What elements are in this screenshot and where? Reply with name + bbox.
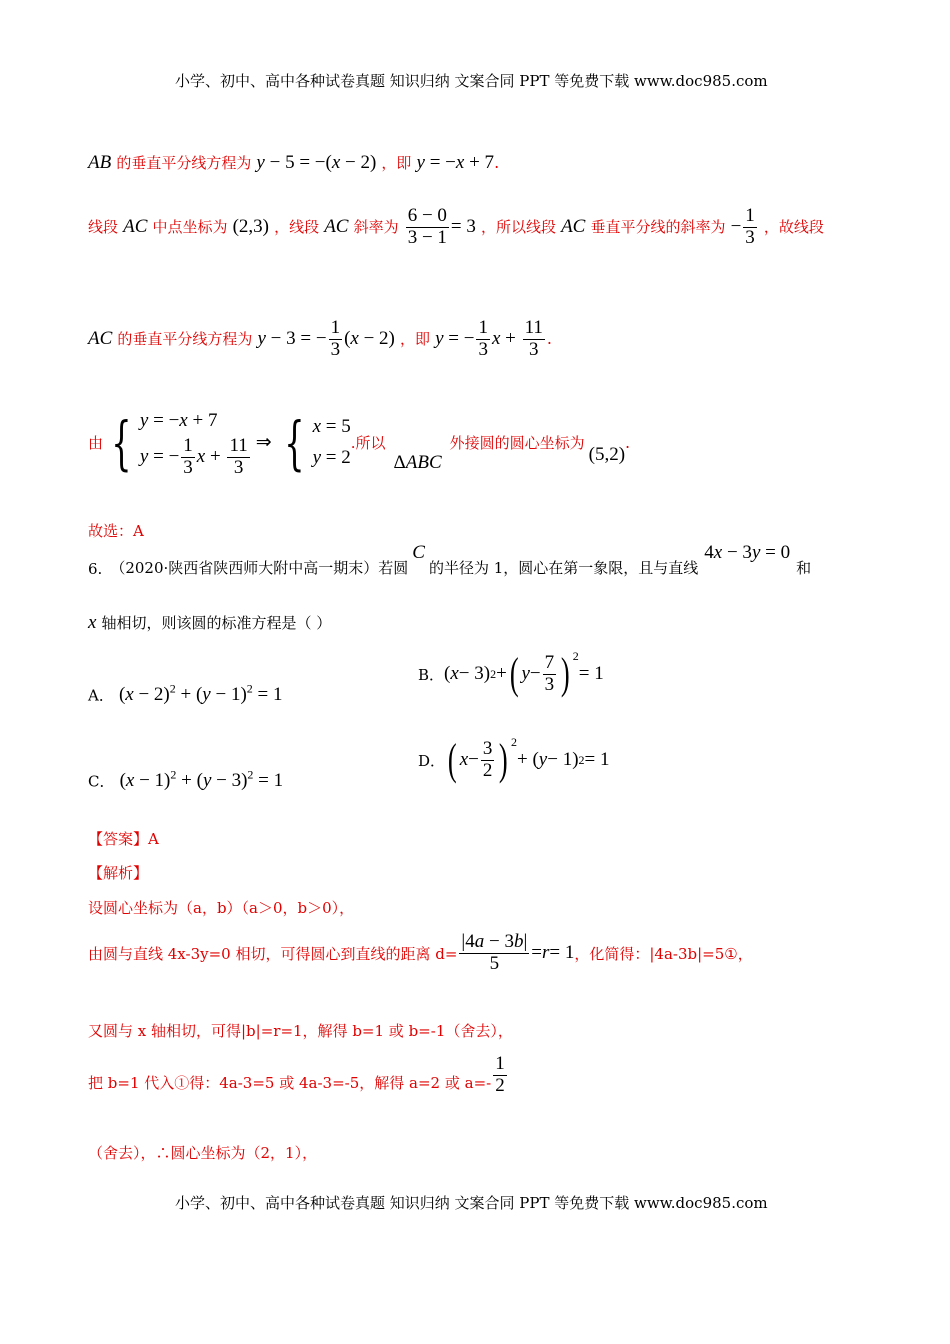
solution-line-4: 由 { y = −x + 7 y = − $\frac{1}{3}$ x + $\frac{11}{3}$ ⇒ { x = 5 y = 2 .所以 ΔABC 外接圆的圆心坐标为 (5,2) .: [88, 406, 630, 479]
math-half: $\frac{1}{2}$: [495, 1053, 505, 1096]
math-x-axis: x: [88, 612, 97, 633]
math-eq-ab-simplified: y = −x + 7: [416, 152, 495, 173]
math-ac-3: AC: [561, 215, 586, 237]
text-l2-d: 斜率为: [353, 217, 399, 236]
text-l2-c: ，线段: [274, 217, 320, 236]
option-c[interactable]: [88, 768, 283, 792]
question-text-a: 的半径为 1，圆心在第一象限，且与直线: [428, 559, 699, 577]
math-slope: $\frac{6 - 0}{3 - 1}$ = 3: [407, 205, 476, 248]
option-c-label: C．: [88, 772, 115, 791]
question-text-b: 和: [796, 559, 812, 577]
question-line-1: [88, 542, 812, 578]
math-midpoint: (2,3): [232, 215, 269, 237]
option-a-formula: $(x - 2)^2 + (y - 1)^2 = 1$: [118, 682, 283, 706]
option-b[interactable]: [418, 648, 604, 698]
analysis-step-4-text: 把 b=1 代入①得：4a-3=5 或 4a-3=-5，解得 a=2 或 a=-: [88, 1073, 492, 1092]
text-l2-f: 垂直平分线的斜率为: [590, 217, 726, 236]
analysis-step-2: [88, 932, 753, 975]
math-ac-4: AC: [88, 327, 113, 349]
math-eq-ac-simplified: y = − $\frac{1}{3}$ x + $\frac{11}{3}$: [435, 317, 543, 360]
question-source: （2020·陕西省陕西师大附中高一期末）若圆: [110, 559, 409, 577]
analysis-step-4: [88, 1054, 509, 1097]
analysis-step-3: 又圆与 x 轴相切，可得|b|=r=1，解得 b=1 或 b=-1（舍去），: [88, 1022, 513, 1040]
text-l2-b: 中点坐标为: [152, 217, 228, 236]
option-d[interactable]: [418, 734, 610, 784]
brace-left-1: {: [111, 408, 132, 477]
question-line-2: [88, 612, 331, 634]
page-header: 小学、初中、高中各种试卷真题 知识归纳 文案合同 PPT 等免费下载 www.doc985.com: [175, 72, 768, 90]
math-distance: $\frac{|4a - 3b|}{5}$ = r = 1: [461, 931, 575, 974]
analysis-step-1: 设圆心坐标为（a，b）（a＞0，b＞0），: [88, 899, 355, 917]
math-system-2: x = 5 y = 2: [312, 416, 351, 468]
option-a-label: A．: [88, 686, 114, 705]
text-l1-ji: ，即: [381, 154, 412, 172]
math-neg-third: − $\frac{1}{3}$: [730, 205, 755, 248]
solution-line-2: [88, 206, 824, 249]
text-l3-ji: ，即: [399, 329, 430, 348]
analysis-step-2b: ，化简得：|4a-3b|=5①，: [574, 944, 753, 963]
math-triangle-abc: ΔABC: [393, 451, 442, 473]
math-center: (5,2): [588, 443, 626, 465]
math-ac-2: AC: [324, 215, 349, 237]
math-system-1: y = −x + 7 y = − $\frac{1}{3}$ x + $\frac{11}{3}$: [139, 410, 248, 479]
solution-line-3: AC 的垂直平分线方程为 y − 3 = − $\frac{1}{3}$ (x − 2) ，即 y = − $\frac{1}{3}$ x + $\frac{11}{3}$ .: [88, 317, 553, 360]
page-footer: 小学、初中、高中各种试卷真题 知识归纳 文案合同 PPT 等免费下载 www.doc985.com: [175, 1194, 768, 1212]
text-l2-a: 线段: [88, 217, 119, 236]
math-line-eq: 4x − 3y = 0: [704, 542, 791, 563]
text-l3: 的垂直平分线方程为: [117, 329, 253, 348]
math-eq-ab: y − 5 = −(x − 2): [256, 152, 377, 173]
text-l2-g: ，故线段: [763, 217, 824, 236]
option-d-label: D．: [418, 751, 446, 770]
text-l1: 的垂直平分线方程为: [116, 154, 252, 172]
option-d-formula: ( x − $\frac{3}{2}$ ) $^2$ + ( y − 1) 2 = 1: [447, 734, 610, 784]
analysis-label: 【解析】: [88, 864, 149, 882]
text-l4-suoyi: .所以: [350, 434, 386, 453]
analysis-step-5: （舍去），∴圆心坐标为（2，1），: [88, 1144, 318, 1162]
math-implies: ⇒: [255, 432, 272, 454]
option-c-formula: $(x - 1)^2 + (y - 3)^2 = 1$: [119, 768, 284, 792]
math-circle-c: C: [412, 542, 425, 563]
option-a[interactable]: [88, 682, 283, 706]
text-l4: 外接圆的圆心坐标为: [449, 434, 585, 453]
answer-label: 【答案】A: [88, 830, 159, 848]
question-text-c: 轴相切，则该圆的标准方程是（ ）: [101, 614, 332, 632]
solution-line-1: AB 的垂直平分线方程为 y − 5 = −(x − 2) ，即 y = −x + 7.: [88, 152, 500, 173]
answer-pick: 故选：A: [88, 522, 144, 540]
option-b-formula: ( x − 3) 2 + ( y − $\frac{7}{3}$ ) $^2$ = 1: [444, 648, 604, 698]
text-l4-you: 由: [88, 434, 104, 453]
math-ac-1: AC: [123, 215, 148, 237]
math-eq-ac: y − 3 = − $\frac{1}{3}$ (x − 2): [257, 317, 395, 360]
question-number: 6.: [88, 560, 103, 578]
text-l2-e: ，所以线段: [480, 217, 556, 236]
analysis-step-2a: 由圆与直线 4x-3y=0 相切，可得圆心到直线的距离 d=: [88, 944, 458, 963]
math-ab: AB: [88, 152, 112, 173]
brace-left-2: {: [283, 408, 305, 477]
option-b-label: B．: [418, 665, 445, 684]
